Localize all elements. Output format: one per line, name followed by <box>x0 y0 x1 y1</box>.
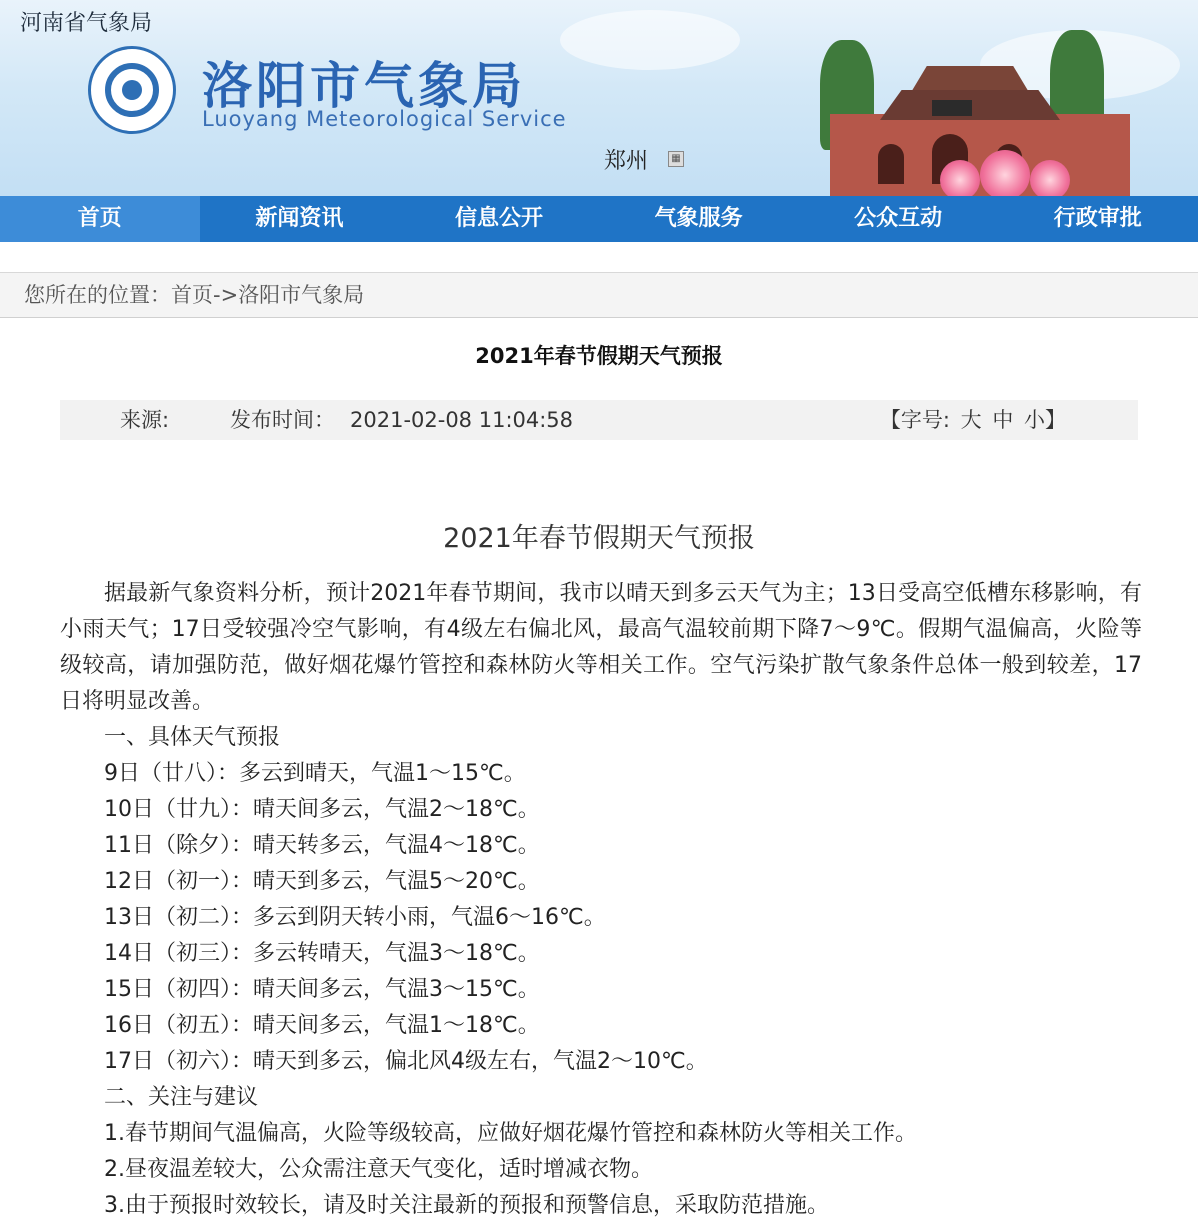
cma-logo-icon[interactable] <box>88 46 176 134</box>
nav-item-weather-service[interactable]: 气象服务 <box>654 206 743 231</box>
main-nav <box>0 196 1198 242</box>
nav-item-home[interactable]: 首页 <box>0 196 200 242</box>
font-size-controls <box>880 400 1066 440</box>
city-selector[interactable]: 郑州 <box>604 149 649 174</box>
publish-time-value: 2021-02-08 11:04:58 <box>350 408 574 432</box>
intro-paragraph: 据最新气象资料分析，预计2021年春节期间，我市以晴天到多云天气为主；13日受高空低槽东移影响，有小雨天气；17日受较强冷空气影响，有4级左右偏北风，最高气温较前期下降7～9℃。假期气温偏高，火险等级较高，请加强防范，做好烟花爆竹管控和森林防火等相关工作。空气污染扩散气象条件总体一般到较差，17日将明显改善。 <box>60 581 1142 714</box>
nav-item-info-disclosure[interactable]: 信息公开 <box>454 206 543 231</box>
flower-decoration <box>980 150 1030 196</box>
forecast-line: 9日（廿八）：多云到晴天，气温1～15℃。 <box>104 761 526 786</box>
forecast-line: 16日（初五）：晴天间多云，气温1～18℃。 <box>104 1013 540 1038</box>
font-size-small-button[interactable]: 小】 <box>1024 408 1066 432</box>
font-size-large-button[interactable]: 大 <box>960 408 982 432</box>
breadcrumb-home-link[interactable]: 首页 <box>171 283 213 307</box>
forecast-line: 11日（除夕）：晴天转多云，气温4～18℃。 <box>104 833 540 858</box>
site-subtitle: Luoyang Meteorological Service <box>202 107 567 131</box>
city-switch-icon[interactable]: ▦ <box>668 151 684 167</box>
nav-item-admin-approval[interactable]: 行政审批 <box>1053 206 1142 231</box>
font-size-medium-button[interactable]: 中 <box>992 408 1014 432</box>
content-title: 2021年春节假期天气预报 <box>443 523 755 554</box>
breadcrumb-prefix: 您所在的位置： <box>24 283 171 307</box>
nav-item-public-interaction[interactable]: 公众互动 <box>854 206 943 231</box>
advice-line: 1.春节期间气温偏高，火险等级较高，应做好烟花爆竹管控和森林防火等相关工作。 <box>104 1121 917 1146</box>
font-size-label: 【字号: <box>879 408 950 432</box>
section-heading-advice: 二、关注与建议 <box>104 1085 259 1110</box>
advice-line: 2.昼夜温差较大，公众需注意天气变化，适时增减衣物。 <box>104 1157 653 1182</box>
advice-line: 3.由于预报时效较长，请及时关注最新的预报和预警信息，采取防范措施。 <box>104 1193 829 1218</box>
site-header <box>0 0 1198 196</box>
breadcrumb-separator: -> <box>213 283 239 307</box>
breadcrumb-current-link[interactable]: 洛阳市气象局 <box>238 283 365 307</box>
article-title: 2021年春节假期天气预报 <box>475 344 723 368</box>
cloud-decoration <box>560 10 740 70</box>
breadcrumb <box>0 273 1198 318</box>
article-meta-bar <box>60 400 1138 440</box>
nav-item-news[interactable]: 新闻资讯 <box>255 206 344 231</box>
forecast-line: 13日（初二）：多云到阴天转小雨，气温6～16℃。 <box>104 905 606 930</box>
site-title[interactable]: 洛阳市气象局 <box>202 57 526 115</box>
publish-time-label: 发布时间： <box>230 408 335 432</box>
forecast-line: 10日（廿九）：晴天间多云，气温2～18℃。 <box>104 797 540 822</box>
flower-decoration <box>1030 160 1070 196</box>
source-label: 来源: <box>120 408 170 432</box>
temple-banner-image <box>760 20 1198 196</box>
forecast-line: 12日（初一）：晴天到多云，气温5～20℃。 <box>104 869 540 894</box>
section-heading-forecast: 一、具体天气预报 <box>104 725 281 750</box>
flower-decoration <box>940 160 980 196</box>
article-body <box>60 576 1142 1224</box>
forecast-line: 14日（初三）：多云转晴天，气温3～18℃。 <box>104 941 540 966</box>
province-name[interactable]: 河南省气象局 <box>20 11 153 36</box>
forecast-line: 17日（初六）：晴天到多云，偏北风4级左右，气温2～10℃。 <box>104 1049 708 1074</box>
forecast-line: 15日（初四）：晴天间多云，气温3～15℃。 <box>104 977 540 1002</box>
